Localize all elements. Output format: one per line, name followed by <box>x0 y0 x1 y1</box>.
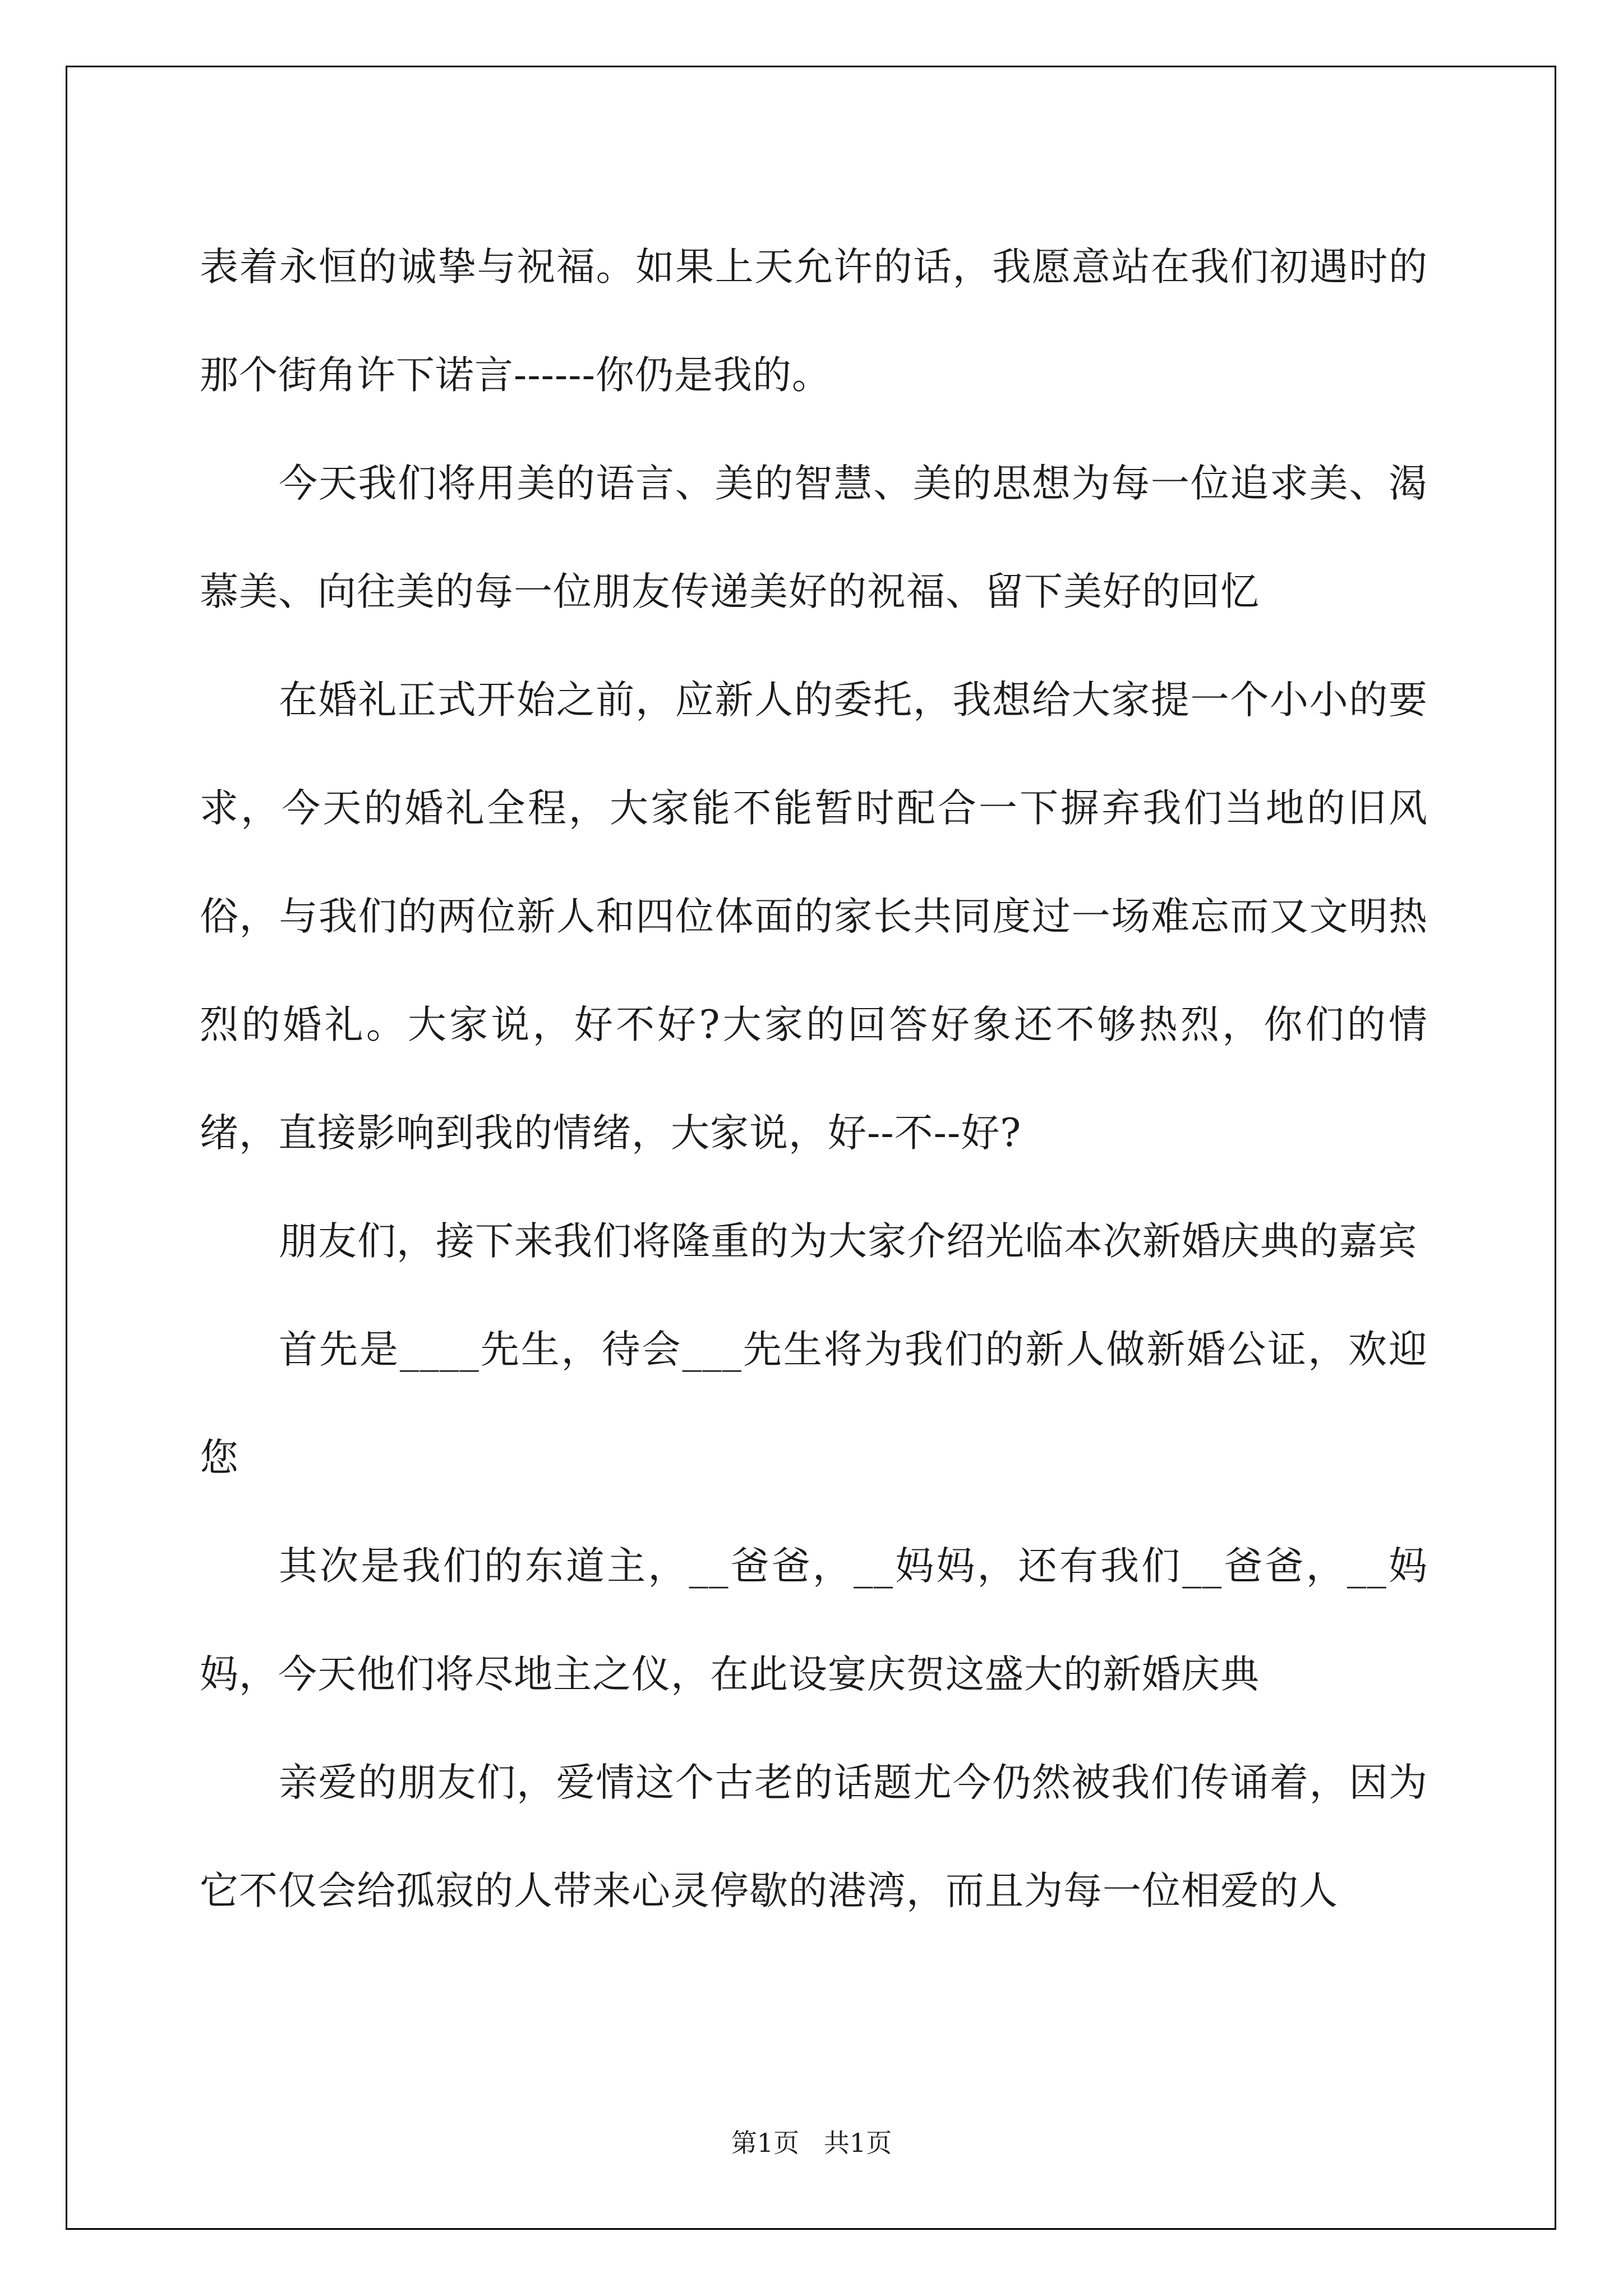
paragraph-3: 在婚礼正式开始之前，应新人的委托，我想给大家提一个小小的要求，今天的婚礼全程，大家能不能暂时配合一下摒弃我们当地的旧风俗，与我们的两位新人和四位体面的家长共同度过一场难忘而又文明热烈的婚礼。大家说，好不好?大家的回答好象还不够热烈，你们的情绪，直接影响到我的情绪，大家说，好--不--好? <box>200 678 1428 1156</box>
paragraph-1: 表着永恒的诚挚与祝福。如果上天允许的话，我愿意站在我们初遇时的那个街角许下诺言------你仍是我的。 <box>200 245 1428 398</box>
page-number-footer: 第1页 共1页 <box>731 2128 892 2158</box>
paragraph-5: 首先是____先生，待会___先生将为我们的新人做新婚公证，欢迎您 <box>200 1327 1428 1480</box>
paragraph-6: 其次是我们的东道主，__爸爸，__妈妈，还有我们__爸爸，__妈妈，今天他们将尽地主之仪，在此设宴庆贺这盛大的新婚庆典 <box>200 1544 1428 1697</box>
document-body <box>200 213 1428 1945</box>
paragraph-4: 朋友们，接下来我们将隆重的为大家介绍光临本次新婚庆典的嘉宾 <box>279 1219 1417 1264</box>
paragraph-2: 今天我们将用美的语言、美的智慧、美的思想为每一位追求美、渴慕美、向往美的每一位朋友传递美好的祝福、留下美好的回忆 <box>200 461 1428 614</box>
paragraph-7: 亲爱的朋友们，爱情这个古老的话题尤今仍然被我们传诵着，因为它不仅会给孤寂的人带来心灵停歇的港湾，而且为每一位相爱的人 <box>200 1760 1428 1913</box>
